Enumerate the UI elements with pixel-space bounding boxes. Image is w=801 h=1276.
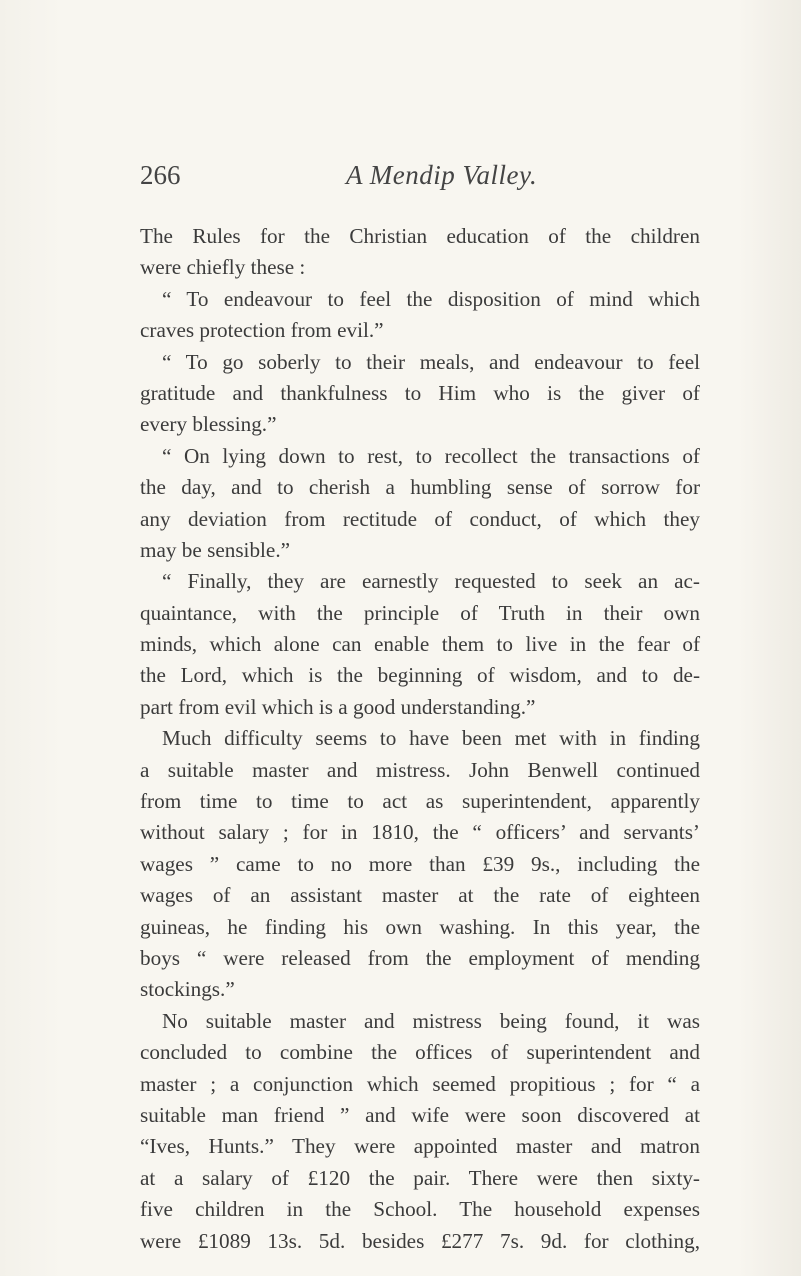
text-line: wages ” came to no more than £39 9s., including the <box>140 851 700 876</box>
running-title: A Mendip Valley. <box>346 160 538 190</box>
text-line: wages of an assistant master at the rate of eighteen <box>140 883 700 908</box>
text-line: were £1089 13s. 5d. besides £277 7s. 9d. for clothing, <box>140 1228 700 1253</box>
text-line: guineas, he finding his own washing. In this year, the <box>140 914 700 939</box>
text-line: the day, and to cherish a humbling sense of sorrow for <box>140 475 700 500</box>
text-line: boys “ were released from the employment of mending <box>140 945 700 970</box>
text-line: “ To endeavour to feel the disposition of mind which <box>162 286 700 311</box>
text-line: craves protection from evil.” <box>140 318 384 343</box>
text-line: suitable man friend ” and wife were soon discovered at <box>140 1102 700 1127</box>
text-line: “Ives, Hunts.” They were appointed master and matron <box>140 1134 700 1159</box>
text-line: No suitable master and mistress being found, it was <box>162 1008 700 1033</box>
text-line: “ To go soberly to their meals, and endeavour to feel <box>162 349 700 374</box>
text-line: gratitude and thankfulness to Him who is the giver of <box>140 380 700 405</box>
text-line: part from evil which is a good understanding.” <box>140 694 536 719</box>
text-line: five children in the School. The household expenses <box>140 1197 700 1222</box>
text-line: were chiefly these : <box>140 255 306 280</box>
text-line: Much difficulty seems to have been met with in finding <box>162 726 700 751</box>
page-header <box>140 160 700 196</box>
text-line: “ Finally, they are earnestly requested to seek an ac- <box>162 569 700 594</box>
text-line: stockings.” <box>140 977 235 1002</box>
text-line: at a salary of £120 the pair. There were then sixty- <box>140 1165 700 1190</box>
text-line: minds, which alone can enable them to live in the fear of <box>140 632 700 657</box>
text-line: a suitable master and mistress. John Benwell continued <box>140 757 700 782</box>
text-line: master ; a conjunction which seemed propitious ; for “ a <box>140 1071 700 1096</box>
text-line: the Lord, which is the beginning of wisdom, and to de- <box>140 663 700 688</box>
text-line: concluded to combine the offices of superintendent and <box>140 1040 700 1065</box>
text-line: “ On lying down to rest, to recollect the transactions of <box>162 443 700 468</box>
text-line: any deviation from rectitude of conduct, of which they <box>140 506 700 531</box>
page-number: 266 <box>140 160 181 190</box>
body-text <box>140 221 700 1257</box>
text-line: every blessing.” <box>140 412 277 437</box>
text-line: may be sensible.” <box>140 537 291 562</box>
text-line: without salary ; for in 1810, the “ officers’ and servants’ <box>140 820 700 845</box>
text-line: The Rules for the Christian education of the children <box>140 224 700 248</box>
text-line: from time to time to act as superintendent, apparently <box>140 789 700 814</box>
text-line: quaintance, with the principle of Truth in their own <box>140 600 700 625</box>
